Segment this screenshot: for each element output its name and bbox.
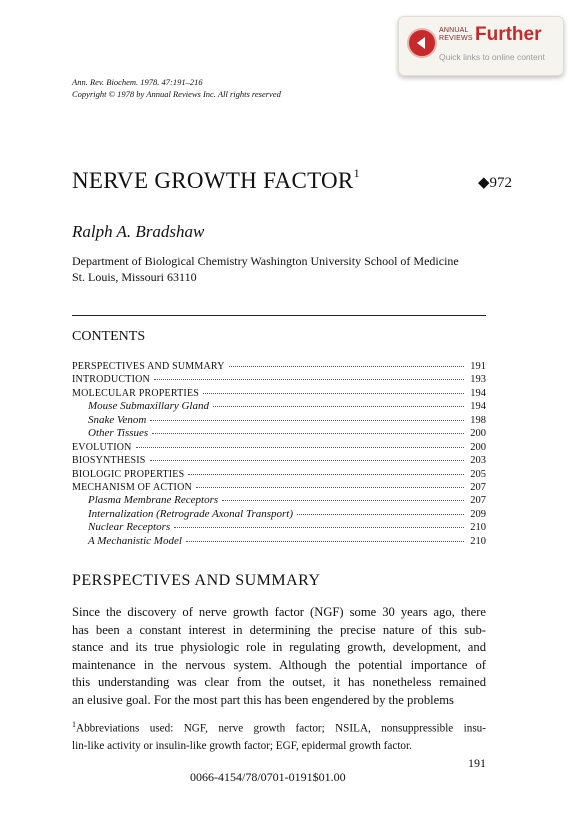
toc-entry-page: 205: [470, 468, 486, 480]
body-paragraph: [72, 604, 486, 709]
toc-leader-dots: [150, 460, 464, 461]
article-title: [72, 168, 360, 194]
toc-leader-dots: [196, 487, 464, 488]
section-heading: PERSPECTIVES AND SUMMARY: [72, 572, 321, 589]
footnote-line-2: lin-like activity or insulin-like growth factor; EGF, epidermal growth factor.: [72, 739, 412, 752]
annual-reviews-further-badge[interactable]: [398, 16, 564, 76]
toc-entry-page: 210: [470, 522, 486, 534]
toc-leader-dots: [203, 393, 464, 394]
title-footnote-mark: 1: [353, 166, 360, 181]
toc-entry-page: 200: [470, 441, 486, 453]
toc-entry-page: 193: [470, 374, 486, 386]
back-arrow-icon: [407, 28, 437, 58]
table-of-contents: [72, 360, 486, 548]
brand-line-2: REVIEWS: [439, 35, 473, 42]
toc-entry-label: Snake Venom: [88, 413, 147, 426]
toc-entry-page: 198: [470, 414, 486, 426]
badge-subtitle: Quick links to online content: [439, 52, 545, 62]
toc-leader-dots: [154, 379, 464, 380]
footnote-line-1-text: Abbreviations used: NGF, nerve growth factor; NSILA, nonsuppressible insu-: [76, 722, 486, 735]
author-name: Ralph A. Bradshaw: [72, 222, 205, 241]
toc-entry: [72, 360, 486, 373]
toc-leader-dots: [188, 474, 464, 475]
toc-leader-dots: [174, 527, 464, 528]
citation-line-1: Ann. Rev. Biochem. 1978. 47:191–216: [72, 77, 203, 87]
toc-leader-dots: [222, 500, 464, 501]
issn-price-code: 0066-4154/78/0701-0191$01.00: [190, 770, 346, 784]
toc-leader-dots: [136, 447, 464, 448]
toc-entry-label: Other Tissues: [88, 427, 149, 440]
toc-entry: [72, 400, 486, 413]
footnote: [72, 716, 486, 755]
toc-entry: [72, 387, 486, 400]
toc-entry-page: 207: [470, 495, 486, 507]
toc-entry: [72, 427, 486, 440]
body-line: has been a constant interest in determining the precise nature of this sub-: [72, 622, 486, 637]
citation-line-2: Copyright © 1978 by Annual Reviews Inc. All rights reserved: [72, 89, 281, 99]
toc-entry: [72, 454, 486, 467]
toc-entry-page: 194: [470, 387, 486, 399]
toc-entry-page: 209: [470, 508, 486, 520]
toc-entry-label: Internalization (Retrograde Axonal Transport): [88, 507, 294, 520]
toc-leader-dots: [186, 541, 464, 542]
toc-entry-label: Plasma Membrane Receptors: [88, 494, 219, 507]
toc-entry-label: BIOLOGIC PROPERTIES: [72, 468, 185, 480]
contents-heading: CONTENTS: [72, 329, 146, 344]
toc-entry-page: 200: [470, 428, 486, 440]
toc-entry: [72, 535, 486, 548]
body-line: maintenance in the nervous system. Although the potential importance of: [72, 657, 486, 672]
page-number: 191: [468, 756, 486, 770]
toc-leader-dots: [150, 420, 464, 421]
toc-entry-label: PERSPECTIVES AND SUMMARY: [72, 361, 225, 372]
toc-entry-page: 203: [470, 455, 486, 467]
toc-leader-dots: [229, 366, 464, 367]
article-code: ◆972: [477, 175, 512, 191]
toc-entry-label: A Mechanistic Model: [88, 534, 182, 547]
toc-leader-dots: [152, 433, 464, 434]
footnote-mark: 1: [72, 720, 76, 729]
toc-entry: [72, 508, 486, 521]
toc-entry-label: BIOSYNTHESIS: [72, 455, 146, 467]
toc-entry: [72, 414, 486, 427]
toc-entry-page: 207: [470, 481, 486, 493]
toc-leader-dots: [213, 406, 464, 407]
toc-entry-page: 210: [470, 535, 486, 547]
brand-line-1: ANNUAL: [439, 27, 469, 34]
body-line: an elusive goal. For the most part this has been engendered by the problems: [72, 692, 454, 707]
toc-entry: [72, 441, 486, 454]
toc-entry: [72, 468, 486, 481]
toc-entry-label: Mouse Submaxillary Gland: [88, 400, 209, 413]
further-label: Further: [475, 24, 542, 45]
toc-entry: [72, 521, 486, 534]
affiliation-line-2: St. Louis, Missouri 63110: [72, 270, 197, 284]
toc-entry-label: INTRODUCTION: [72, 374, 150, 386]
footnote-line-1: [72, 716, 486, 738]
toc-entry-label: EVOLUTION: [72, 441, 132, 453]
toc-entry: [72, 481, 486, 494]
divider-rule: [72, 315, 486, 316]
body-line: Since the discovery of nerve growth factor (NGF) some 30 years ago, there: [72, 605, 486, 619]
toc-entry-label: MOLECULAR PROPERTIES: [72, 387, 200, 399]
toc-leader-dots: [297, 514, 464, 515]
toc-entry-label: MECHANISM OF ACTION: [72, 481, 192, 493]
toc-entry-page: 191: [470, 361, 486, 372]
affiliation-line-1: Department of Biological Chemistry Washington University School of Medicine: [72, 254, 459, 268]
toc-entry-label: Nuclear Receptors: [88, 521, 171, 534]
toc-entry: [72, 373, 486, 386]
annual-reviews-logo: [439, 27, 479, 43]
body-line: this understanding was clear from the outset, it has nonetheless remained: [72, 675, 486, 689]
toc-entry: [72, 494, 486, 507]
article-title-text: NERVE GROWTH FACTOR: [72, 168, 354, 193]
body-line: stance and its true physiologic role in regulating growth, development, and: [72, 640, 486, 654]
toc-entry-page: 194: [470, 401, 486, 413]
